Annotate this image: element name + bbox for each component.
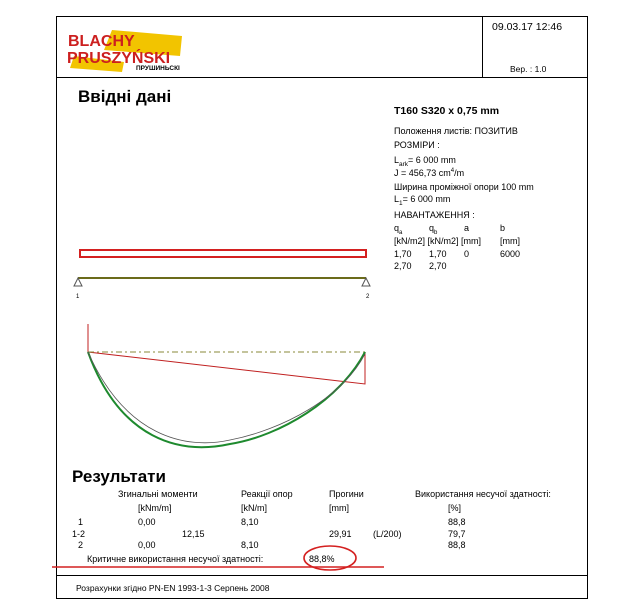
bay-length: $L_1= 6$ 000 mm	[394, 194, 451, 207]
sheet-position: Положення листів: ПОЗИТИВ	[394, 126, 518, 136]
support-width: Ширина проміжної опори 100 mm	[394, 182, 534, 192]
dimensions-heading: РОЗМІРИ :	[394, 140, 440, 150]
critical-utilization-label: Критичне використання несучої здатності:	[87, 554, 264, 564]
company-logo	[64, 30, 182, 72]
load-bar	[80, 250, 366, 257]
row-span-label: 1-2	[72, 529, 86, 539]
row-2-reaction: 8,10	[241, 540, 259, 550]
load-header-a: a	[464, 223, 470, 233]
row-1-label: 1	[78, 517, 84, 527]
row-2-label: 2	[78, 540, 84, 550]
logo-text-top: BLACHY	[68, 33, 135, 50]
load-row-1-qa: 1,70	[394, 249, 412, 259]
load-units: [kN/m2] [kN/m2] [mm]	[394, 236, 482, 246]
date-time: 09.03.17 12:46	[492, 21, 563, 33]
col-deflection: Прогини	[329, 489, 364, 499]
load-row-1-qb: 1,70	[429, 249, 447, 259]
results-title: Результати	[72, 467, 166, 486]
product-designation: T160 S320 x 0,75 mm	[394, 105, 500, 117]
beam-diagram	[60, 240, 390, 465]
col-deflection-unit: [mm]	[329, 503, 349, 513]
critical-annotation	[52, 540, 412, 576]
input-title: Ввідні дані	[78, 87, 172, 106]
row-1-reaction: 8,10	[241, 517, 259, 527]
col-reactions-unit: [kN/m]	[241, 503, 267, 513]
col-utilization: Використання несучої здатності:	[415, 489, 551, 499]
load-header-b: b	[500, 223, 506, 233]
col-moments-unit: [kNm/m]	[138, 503, 172, 513]
row-span-deflection-ratio: (L/200)	[373, 529, 402, 539]
load-row-2-qb: 2,70	[429, 261, 447, 271]
header-divider	[482, 16, 483, 78]
row-1-utilization: 88,8	[448, 517, 466, 527]
moment-of-inertia: J = 456,73 $cm^4/m$	[394, 168, 465, 178]
load-header-qb: $q_b$	[429, 223, 438, 236]
col-utilization-unit: [%]	[448, 503, 462, 513]
span-length: $L_{ark}= 6$ 000 mm	[394, 155, 456, 168]
col-moments: Згинальні моменти	[118, 489, 198, 499]
support-1-label: 1	[76, 294, 80, 300]
row-2-utilization: 88,8	[448, 540, 466, 550]
loads-heading: НАВАНТАЖЕННЯ :	[394, 210, 475, 220]
load-header-qa: $q_a$	[394, 223, 403, 236]
load-units-b: [mm]	[500, 236, 520, 246]
load-row-1-b: 6000	[500, 249, 521, 259]
support-1-icon	[74, 278, 82, 286]
row-span-utilization: 79,7	[448, 529, 466, 539]
support-2-icon	[362, 278, 370, 286]
load-row-1-a: 0	[464, 249, 470, 259]
critical-utilization-value: 88,8%	[309, 554, 335, 564]
row-2-moment: 0,00	[138, 540, 156, 550]
moment-diagram	[88, 324, 365, 384]
load-row-2-qa: 2,70	[394, 261, 412, 271]
support-2-label: 2	[366, 294, 370, 300]
logo-text-bottom: PRUSZYŃSKI	[67, 50, 171, 67]
logo-subtext: ПРУШИНЬСКІ	[136, 65, 180, 72]
deflection-reference-curve	[88, 352, 365, 443]
row-span-moment: 12,15	[182, 529, 205, 539]
version: Вер. : 1.0	[510, 64, 547, 74]
footer-text: Розрахунки згідно PN-EN 1993-1-3 Серпень 2008	[76, 583, 270, 593]
row-1-moment: 0,00	[138, 517, 156, 527]
row-span-deflection: 29,91	[329, 529, 352, 539]
col-reactions: Реакції опор	[241, 489, 293, 499]
